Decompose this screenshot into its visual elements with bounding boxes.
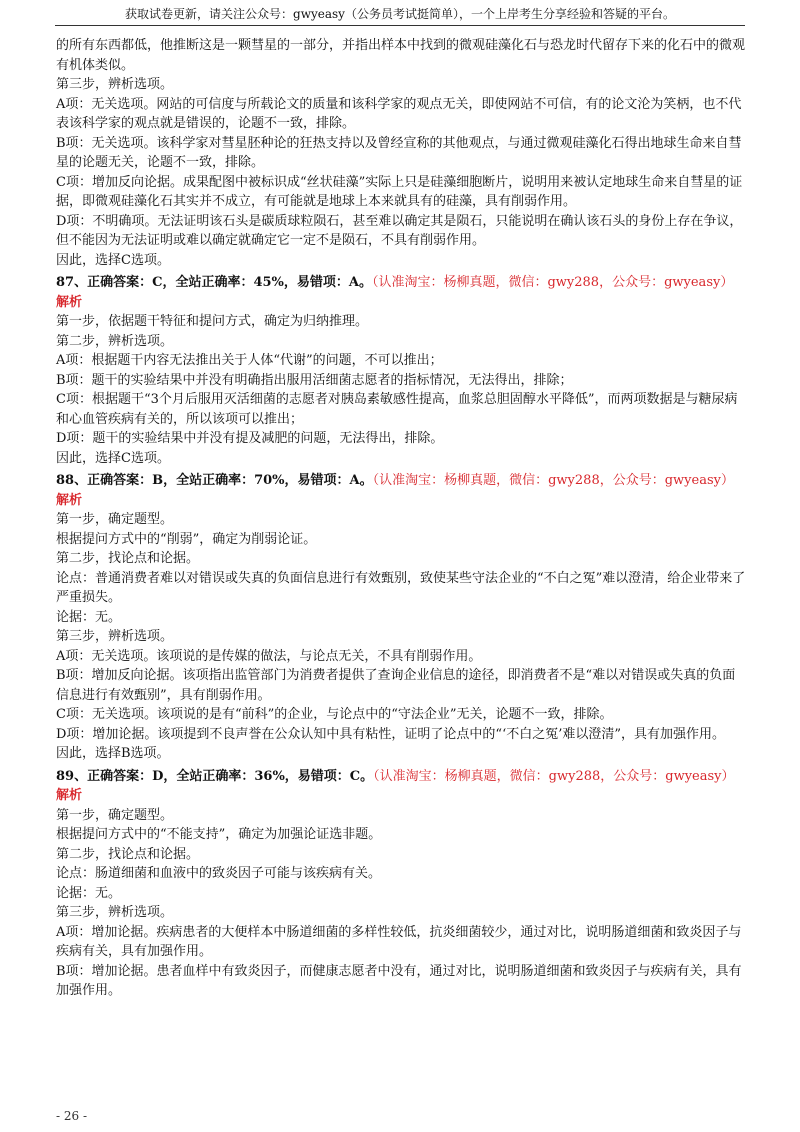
- text-line: 因此，选择C选项。: [56, 252, 170, 268]
- text-line: D项：题干的实验结果中并没有提及减肥的问题，无法得出，排除。: [56, 431, 444, 446]
- page-number: - 26 -: [56, 1109, 88, 1123]
- text-line: A项：根据题干内容无法推出关于人体“代谢”的问题，不可以推出；: [56, 353, 443, 368]
- answer-summary: 88、正确答案：B，全站正确率：70%，易错项：A。: [56, 473, 373, 488]
- answer-heading: [56, 471, 746, 491]
- analysis-label: 解析: [56, 492, 83, 508]
- text-line: B项：增加论据。患者血样中有致炎因子，而健康志愿者中没有，通过对比，说明肠道细菌和致炎因子与疾病有关，具有加强作用。: [56, 963, 742, 998]
- text-line: 第三步，辨析选项。: [56, 629, 174, 644]
- answer-heading: [56, 767, 746, 787]
- text-line: B项：题干的实验结果中并没有明确指出服用活细菌志愿者的指标情况，无法得出，排除；: [56, 372, 573, 388]
- text-line: 第二步，找论点和论据。: [56, 846, 200, 862]
- text-line: A项：无关选项。网站的可信度与所载论文的质量和该科学家的观点无关，即使网站不可信，有的论文沦为笑柄，也不代表该科学家的观点就是错误的，论题不一致，排除。: [56, 96, 742, 131]
- text-line: 第一步，确定题型。: [56, 512, 174, 527]
- text-line: B项：增加反向论据。该项指出监管部门为消费者提供了查询企业信息的途径，即消费者不是“难以对错误或失真的负面信息进行有效甄别”，具有削弱作用。: [56, 668, 736, 703]
- text-line: 第一步，确定题型。: [56, 807, 174, 823]
- text-line: C项：根据题干“3个月后服用灭活细菌的志愿者对胰岛素敏感性提高，血浆总胆固醇水平降低”，而两项数据是与糖尿病和心血管疾病有关的，所以该项可以推出；: [56, 392, 738, 427]
- text-line: D项：不明确项。无法证明该石头是碳质球粒陨石，甚至难以确定其是陨石，只能说明在确认该石头的身份上存在争议，但不能因为无法证明或难以确定就确定它一定不是陨石，不具有削弱作用。: [56, 213, 743, 248]
- intro-block: [56, 36, 746, 270]
- analysis-label: 解析: [56, 294, 83, 310]
- text-line: D项：增加论据。该项提到不良声誉在公众认知中具有粘性，证明了论点中的“‘不白之冤’难以澄清”，具有加强作用。: [56, 726, 725, 742]
- source-note: （认准淘宝：杨柳真题，微信：gwy288，公众号：gwyeasy）: [372, 473, 734, 488]
- source-note: （认准淘宝：杨柳真题，微信：gwy288，公众号：gwyeasy）: [373, 768, 735, 784]
- text-line: 因此，选择C选项。: [56, 450, 170, 466]
- text-line: A项：增加论据。疾病患者的大便样本中肠道细菌的多样性较低，抗炎细菌较少，通过对比，说明肠道细菌和致炎因子与疾病有关，具有加强作用。: [56, 924, 742, 959]
- text-line: C项：无关选项。该项说的是有“前科”的企业，与论点中的“守法企业”无关，论题不一致，排除。: [56, 707, 613, 722]
- text-line: 论点：肠道细菌和血液中的致炎因子可能与该疾病有关。: [56, 866, 382, 881]
- text-line: 论据：无。: [56, 609, 122, 625]
- document-body: [56, 36, 746, 1001]
- text-line: 的所有东西都低，他推断这是一颗彗星的一部分，并指出样本中找到的微观硅藻化石与恐龙时代留存下来的化石中的微观有机体类似。: [56, 38, 746, 73]
- text-line: 第三步，辨析选项。: [56, 77, 174, 92]
- header-divider: [55, 25, 745, 26]
- text-line: 根据提问方式中的“不能支持”，确定为加强论证选非题。: [56, 827, 382, 842]
- analysis-label: 解析: [56, 788, 83, 803]
- text-line: A项：无关选项。该项说的是传媒的做法，与论点无关，不具有削弱作用。: [56, 648, 482, 664]
- text-line: B项：无关选项。该科学家对彗星胚种论的狂热支持以及曾经宣称的其他观点，与通过微观硅藻化石得出地球生命来自彗星的论题无关，论题不一致，排除。: [56, 135, 742, 170]
- question-89: [56, 767, 746, 1001]
- text-line: 论据：无。: [56, 885, 122, 901]
- question-88: [56, 471, 746, 764]
- page-header: 获取试卷更新，请关注公众号：gwyeasy（公务员考试挺简单），一个上岸考生分享经验和答疑的平台。: [125, 7, 675, 21]
- answer-summary: 89、正确答案：D，全站正确率：36%，易错项：C。: [56, 768, 374, 784]
- text-line: 根据提问方式中的“削弱”，确定为削弱论证。: [56, 531, 317, 547]
- text-line: 论点：普通消费者难以对错误或失真的负面信息进行有效甄别，致使某些守法企业的“不白之冤”难以澄清，给企业带来了严重损失。: [56, 570, 746, 605]
- text-line: 第三步，辨析选项。: [56, 905, 174, 920]
- text-line: C项：增加反向论据。成果配图中被标识成“丝状硅藻”实际上只是硅藻细胞断片，说明用来被认定地球生命来自彗星的证据，即微观硅藻化石其实并不成立，有可能就是地球上本来就具有的硅藻，具有削弱作用。: [56, 174, 743, 209]
- text-line: 第二步，找论点和论据。: [56, 551, 200, 566]
- answer-heading: [56, 273, 746, 293]
- question-87: [56, 273, 746, 468]
- answer-summary: 87、正确答案：C，全站正确率：45%，易错项：A。: [56, 275, 372, 290]
- text-line: 第一步，依据题干特征和提问方式，确定为归纳推理。: [56, 314, 369, 329]
- text-line: 第二步，辨析选项。: [56, 333, 174, 349]
- text-line: 因此，选择B选项。: [56, 746, 170, 761]
- source-note: （认准淘宝：杨柳真题，微信：gwy288，公众号：gwyeasy）: [371, 275, 734, 290]
